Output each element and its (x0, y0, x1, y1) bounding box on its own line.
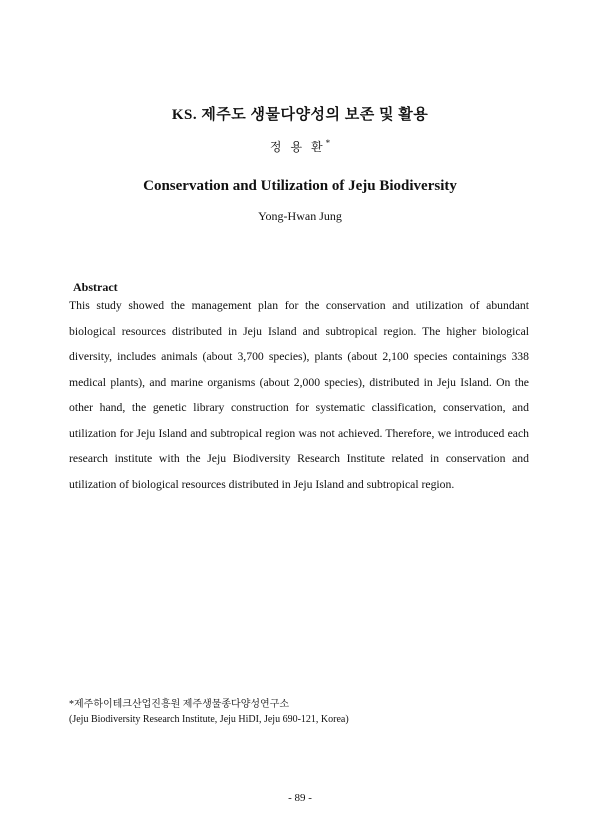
abstract-heading: Abstract (73, 280, 118, 294)
english-title: Conservation and Utilization of Jeju Biodiversity (143, 178, 457, 194)
page-number: - 89 - (288, 792, 312, 804)
author-footnote-marker: * (325, 138, 331, 148)
affiliation-english: (Jeju Biodiversity Research Institute, Jeju HiDI, Jeju 690-121, Korea) (69, 714, 349, 725)
korean-title: KS. 제주도 생물다양성의 보존 및 활용 (171, 107, 429, 123)
affiliation-korean: *제주하이테크산업진흥원 제주생물종다양성연구소 (69, 699, 290, 710)
english-author: Yong-Hwan Jung (258, 209, 342, 223)
abstract-text: This study showed the management plan for the conservation and utilization of abundant biological resources distributed in Jeju Island and subtropical region. The higher biological diversity, includes animals (about 3,700 species), plants (about 2,100 species containings 338 medical plants), and marine organisms (about 2,000 species), distributed in Jeju Island. On the other hand, the genetic library construction for systematic classification, conservation, and utilization for Jeju Island and subtropical region was not achieved. Therefore, we introduced each research institute with the Jeju Biodiversity Research Institute related in conservation and utilization of biological resources distributed in Jeju Island and subtropical region. (69, 299, 529, 491)
korean-author-name: 정 용 환 (269, 140, 326, 154)
korean-author (0, 138, 600, 155)
